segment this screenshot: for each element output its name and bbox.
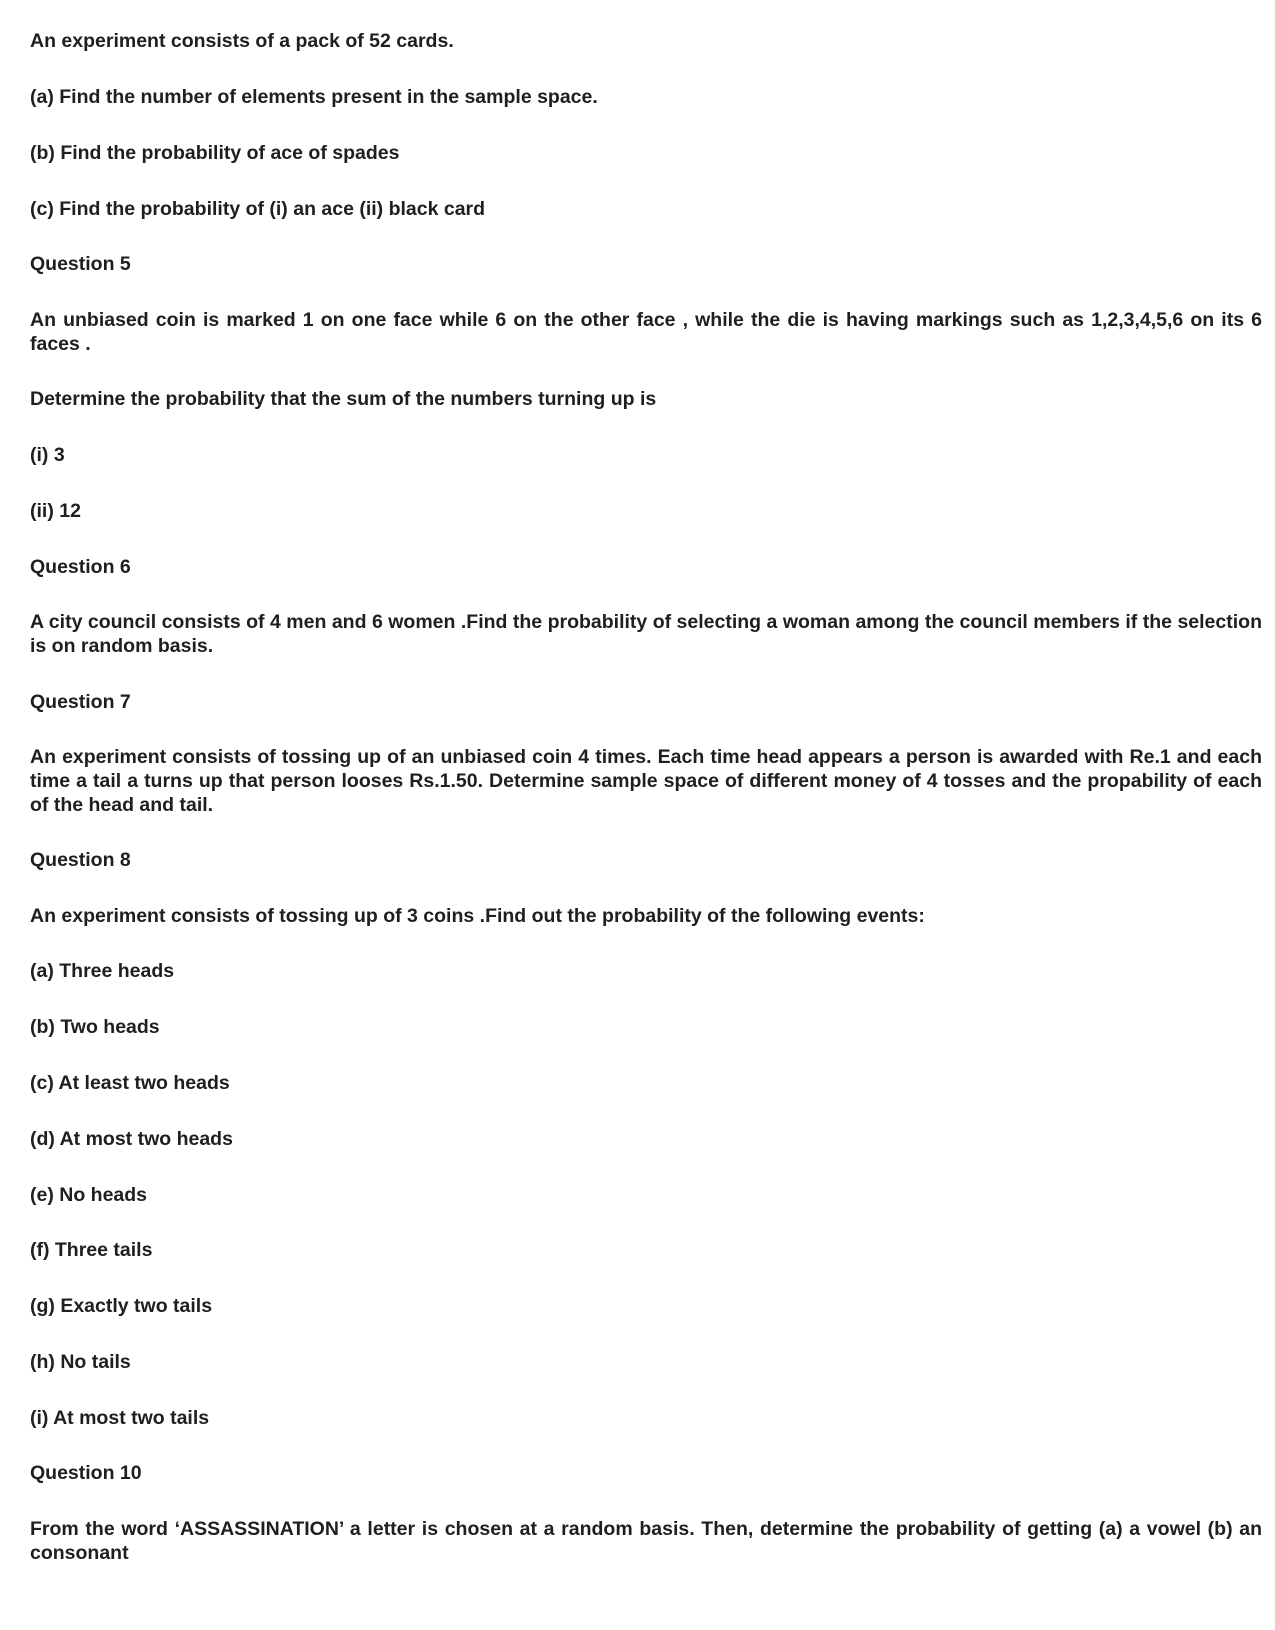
question-8-title: Question 8 (30, 849, 131, 871)
question-4a: (a) Find the number of elements present in the sample space. (30, 86, 598, 108)
question-6-title: Question 6 (30, 556, 131, 578)
question-5-title: Question 5 (30, 253, 131, 275)
question-5-option-ii: (ii) 12 (30, 500, 81, 522)
question-5-prompt: Determine the probability that the sum of the numbers turning up is (30, 388, 657, 410)
question-8-option-g: (g) Exactly two tails (30, 1295, 213, 1317)
question-4b: (b) Find the probability of ace of spades (30, 142, 400, 164)
question-8-option-f: (f) Three tails (30, 1239, 153, 1261)
question-5-text: An unbiased coin is marked 1 on one face while 6 on the other face , while the die is having markings such as 1,2,3,4,5,6 on its 6 faces . (30, 309, 1262, 355)
question-4c: (c) Find the probability of (i) an ace (ii) black card (30, 198, 486, 220)
question-8-option-a: (a) Three heads (30, 960, 175, 982)
question-8-text: An experiment consists of tossing up of 3 coins .Find out the probability of the following events: (30, 905, 925, 927)
question-8-option-d: (d) At most two heads (30, 1128, 233, 1150)
question-6-text: A city council consists of 4 men and 6 women .Find the probability of selecting a woman among the council members if the selection is on random basis. (30, 611, 1262, 657)
question-8-option-b: (b) Two heads (30, 1016, 160, 1038)
question-8-option-h: (h) No tails (30, 1351, 131, 1373)
intro-text: An experiment consists of a pack of 52 cards. (30, 30, 454, 52)
question-7-text: An experiment consists of tossing up of an unbiased coin 4 times. Each time head appears a person is awarded with Re.1 and each time a tail a turns up that person looses Rs.1.50. Determine sample space of different money of 4 tosses and the propability of each of the head and tail. (30, 746, 1262, 816)
question-8-option-c: (c) At least two heads (30, 1072, 230, 1094)
question-5-option-i: (i) 3 (30, 444, 65, 466)
question-7-title: Question 7 (30, 691, 131, 713)
question-8-option-e: (e) No heads (30, 1184, 148, 1206)
question-10-title: Question 10 (30, 1462, 142, 1484)
question-10-text: From the word ‘ASSASSINATION’ a letter is chosen at a random basis. Then, determine the probability of getting (a) a vowel (b) an consonant (30, 1518, 1262, 1564)
question-8-option-i: (i) At most two tails (30, 1407, 210, 1429)
